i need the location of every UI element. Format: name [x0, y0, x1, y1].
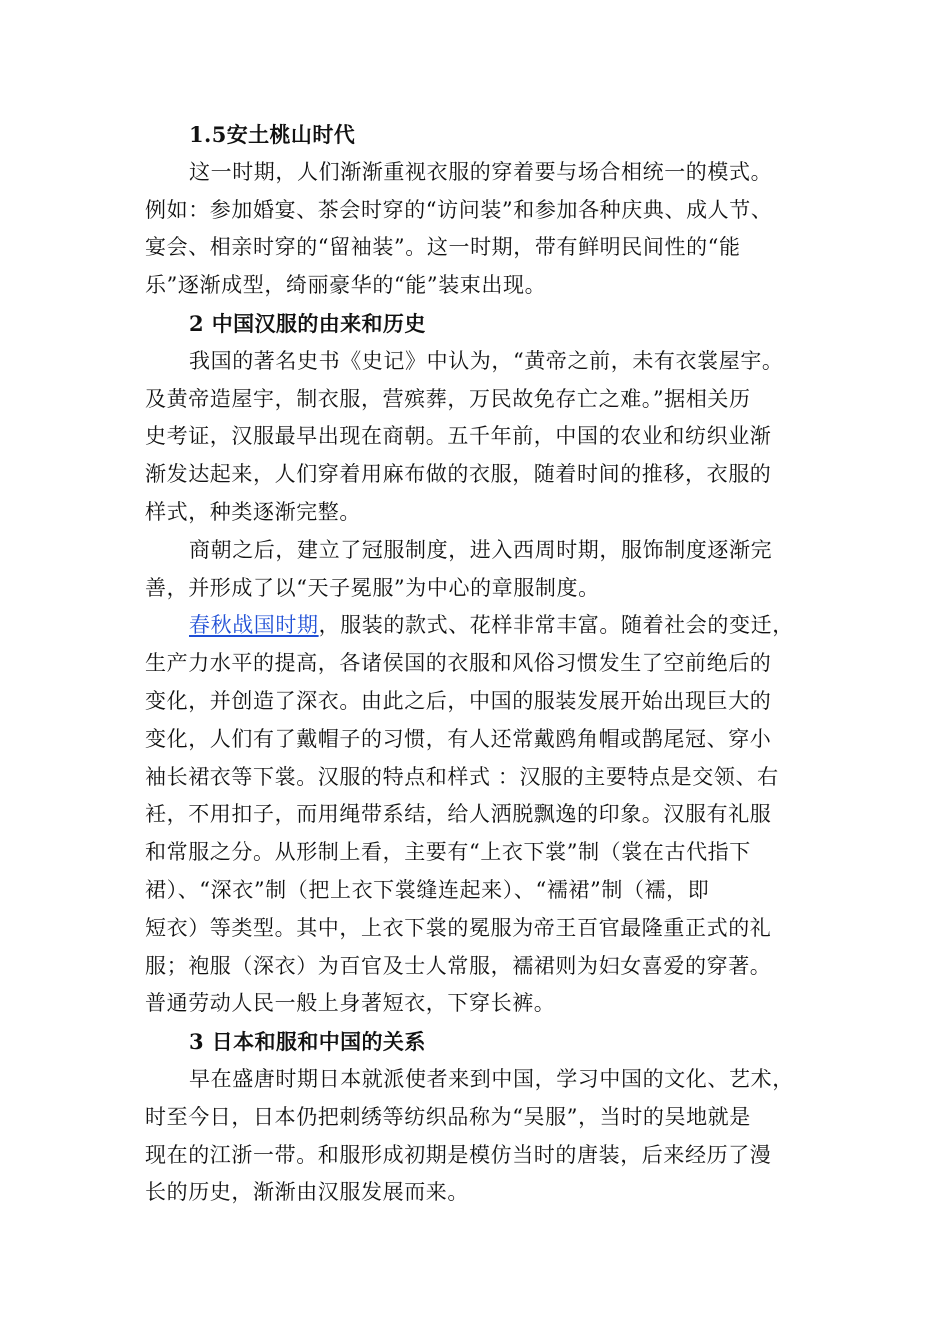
paragraph-line: 例如：参加婚宴、茶会时穿的“访问装”和参加各种庆典、成人节、	[145, 197, 773, 222]
paragraph-line: 这一时期，人们渐渐重视衣服的穿着要与场合相统一的模式。	[189, 159, 773, 184]
paragraph-line: 我国的著名史书《史记》中认为，“黄帝之前，未有衣裳屋宇。	[189, 348, 784, 373]
paragraph-line: 生产力水平的提高，各诸侯国的衣服和风俗习惯发生了空前绝后的	[145, 651, 772, 676]
section-heading-1-5: 1.5安土桃山时代	[189, 122, 356, 147]
paragraph-line: 和常服之分。从形制上看，主要有“上衣下裳”制（裳在古代指下	[145, 840, 751, 865]
chunqiu-zhanguo-link[interactable]: 春秋战国时期	[189, 613, 319, 638]
paragraph-line: 长的历史，渐渐由汉服发展而来。	[145, 1180, 469, 1205]
paragraph-line: 袖长裙衣等下裳。汉服的特点和样式 ：汉服的主要特点是交领、右	[145, 764, 779, 789]
paragraph-line: 变化，人们有了戴帽子的习惯，有人还常戴鸥角帽或鹊尾冠、穿小	[145, 726, 772, 751]
paragraph-line: 普通劳动人民一般上身著短衣，下穿长裤。	[145, 991, 556, 1016]
paragraph-line: 及黄帝造屋宇，制衣服，营殡葬，万民故免存亡之难。”据相关历	[145, 386, 751, 411]
paragraph-line-with-link	[145, 607, 825, 645]
paragraph-line: 现在的江浙一带。和服形成初期是模仿当时的唐装，后来经历了漫	[145, 1142, 772, 1167]
paragraph-line: 服；袍服（深衣）为百官及士人常服，襦裙则为妇女喜爱的穿著。	[145, 953, 772, 978]
paragraph-line: 善，并形成了以“天子冕服”为中心的章服制度。	[145, 575, 600, 600]
section-heading-2: 2 中国汉服的由来和历史	[189, 310, 426, 336]
section-heading-3: 3 日本和服和中国的关系	[189, 1029, 426, 1055]
paragraph-line: 时至今日，日本仍把刺绣等纺织品称为“吴服”，当时的吴地就是	[145, 1104, 751, 1129]
paragraph-line-text: ，服装的款式、花样非常丰富。随着社会的变迁，	[318, 613, 794, 638]
paragraph-line: 样式，种类逐渐完整。	[145, 499, 361, 524]
document-body	[145, 116, 825, 1212]
paragraph-line: 早在盛唐时期日本就派使者来到中国，学习中国的文化、艺术，	[189, 1066, 794, 1091]
paragraph-line: 衽，不用扣子，而用绳带系结，给人洒脱飘逸的印象。汉服有礼服	[145, 802, 772, 827]
paragraph-line: 史考证，汉服最早出现在商朝。五千年前，中国的农业和纺织业渐	[145, 424, 772, 449]
paragraph-line: 裙）、“深衣”制（把上衣下裳缝连起来）、“襦裙”制（襦，即	[145, 877, 710, 902]
paragraph-line: 变化，并创造了深衣。由此之后，中国的服装发展开始出现巨大的	[145, 688, 772, 713]
paragraph-line: 商朝之后，建立了冠服制度，进入西周时期，服饰制度逐渐完	[189, 537, 773, 562]
paragraph-line: 宴会、相亲时穿的“留袖装”。这一时期，带有鲜明民间性的“能	[145, 235, 741, 260]
paragraph-line: 乐”逐渐成型，绮丽豪华的“能”装束出现。	[145, 273, 547, 298]
paragraph-line: 渐发达起来，人们穿着用麻布做的衣服，随着时间的推移，衣服的	[145, 462, 772, 487]
paragraph-line: 短衣）等类型。其中，上衣下裳的冕服为帝王百官最隆重正式的礼	[145, 915, 772, 940]
